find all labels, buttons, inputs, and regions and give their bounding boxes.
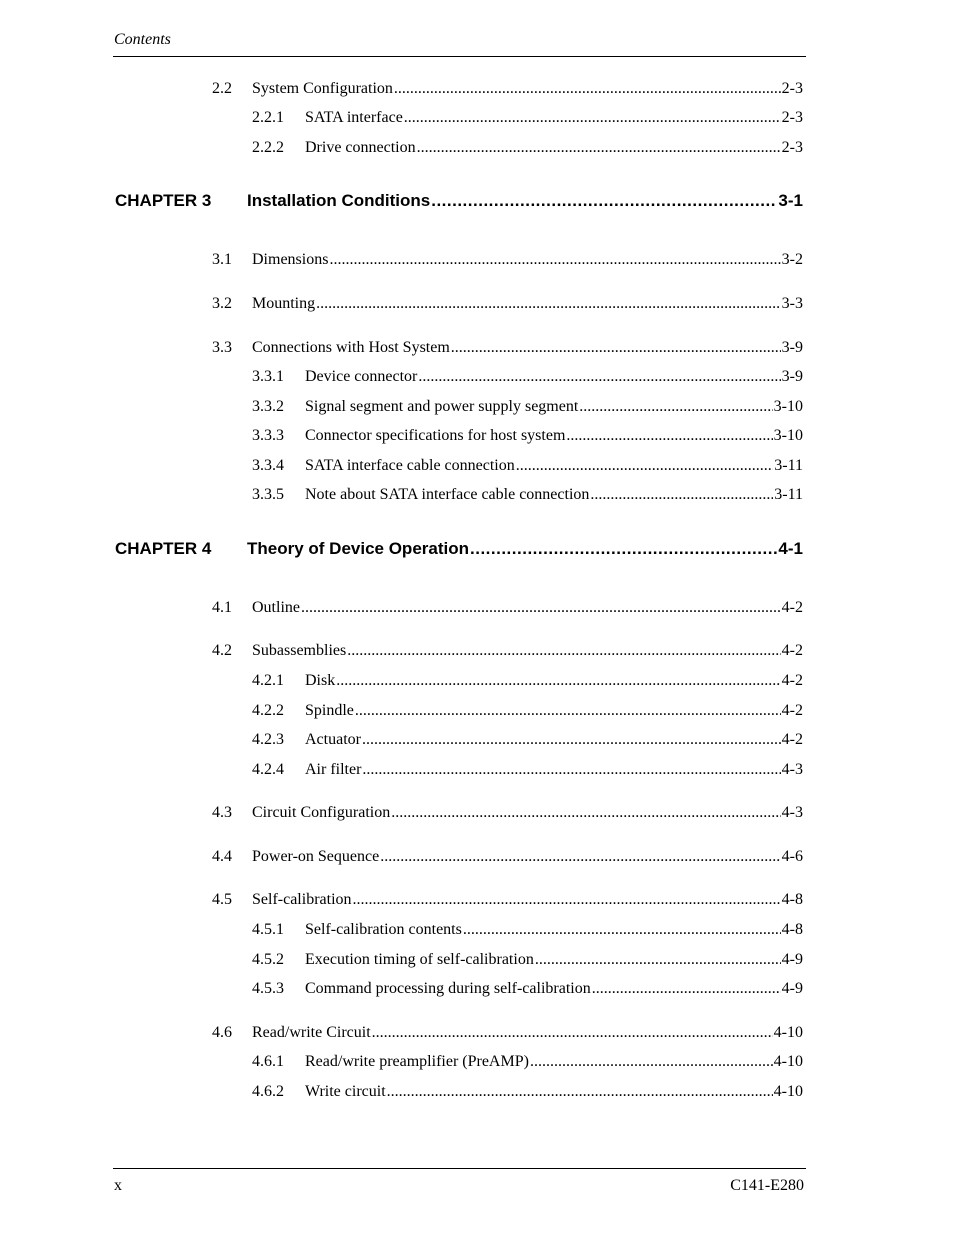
toc-page: 4-10 — [773, 1053, 803, 1070]
toc-leader — [353, 890, 781, 910]
toc-page: 4-3 — [781, 761, 803, 778]
toc-entry[interactable] — [252, 108, 803, 128]
toc-leader — [418, 367, 780, 387]
toc-entry[interactable] — [212, 79, 803, 99]
toc-chapter-title: Theory of Device Operation — [247, 539, 469, 558]
toc-entry[interactable] — [252, 950, 803, 970]
toc-leader — [530, 1052, 773, 1072]
toc-number: 3.3.4 — [252, 457, 284, 474]
toc-entry[interactable] — [212, 1023, 803, 1043]
toc-page: 4-3 — [781, 804, 803, 821]
toc-entry[interactable] — [252, 701, 803, 721]
toc-leader — [355, 701, 781, 721]
toc-page: 2-3 — [781, 109, 803, 126]
toc-page: 3-9 — [781, 339, 803, 356]
toc-number: 4.1 — [212, 599, 232, 616]
toc-number: 4.5 — [212, 891, 232, 908]
toc-page: 4-8 — [781, 921, 803, 938]
toc-leader — [590, 485, 773, 505]
toc-entry[interactable] — [212, 803, 803, 823]
toc-leader — [431, 190, 777, 212]
toc-entry[interactable] — [252, 367, 803, 387]
toc-page: 4-9 — [781, 951, 803, 968]
toc-entry[interactable] — [252, 920, 803, 940]
toc-entry[interactable] — [252, 456, 803, 476]
toc-leader — [372, 1023, 773, 1043]
toc-title: Subassemblies — [252, 642, 347, 659]
toc-number: 4.2.1 — [252, 672, 284, 689]
toc-entry[interactable] — [212, 890, 803, 910]
toc-page: 3-10 — [773, 398, 803, 415]
toc-entry[interactable] — [212, 598, 803, 618]
header-rule — [113, 56, 806, 57]
toc-entry[interactable] — [212, 294, 803, 314]
toc-page: 4-8 — [781, 891, 803, 908]
toc-title: Air filter — [305, 761, 362, 778]
toc-entry[interactable] — [252, 426, 803, 446]
toc-page: 4-2 — [781, 672, 803, 689]
toc-chapter-number: CHAPTER 3 — [115, 191, 212, 210]
toc-title: Dimensions — [252, 251, 329, 268]
toc-leader — [362, 760, 780, 780]
toc-page: 4-10 — [773, 1024, 803, 1041]
toc-entry[interactable] — [212, 847, 803, 867]
toc-entry[interactable] — [252, 485, 803, 505]
toc-page: 4-6 — [781, 848, 803, 865]
toc-leader — [404, 108, 781, 128]
toc-leader — [417, 138, 781, 158]
toc-number: 4.6 — [212, 1024, 232, 1041]
toc-number: 4.4 — [212, 848, 232, 865]
toc-number: 3.3.2 — [252, 398, 284, 415]
toc-leader — [463, 920, 781, 940]
toc-entry[interactable] — [252, 671, 803, 691]
toc-leader — [380, 847, 780, 867]
toc-leader — [301, 598, 781, 618]
toc-leader — [592, 979, 781, 999]
toc-number: 3.2 — [212, 295, 232, 312]
toc-leader — [329, 250, 780, 270]
toc-number: 4.2 — [212, 642, 232, 659]
toc-title: Connections with Host System — [252, 339, 450, 356]
toc-title: Spindle — [305, 702, 354, 719]
toc-title: Read/write Circuit — [252, 1024, 371, 1041]
toc-page: 4-2 — [781, 642, 803, 659]
toc-page: 4-10 — [773, 1083, 803, 1100]
footer-rule — [113, 1168, 806, 1169]
toc-number: 3.3 — [212, 339, 232, 356]
toc-title: SATA interface — [305, 109, 403, 126]
toc-title: Drive connection — [305, 139, 416, 156]
toc-title: Connector specifications for host system — [305, 427, 566, 444]
toc-title: Self-calibration — [252, 891, 352, 908]
toc-title: Self-calibration contents — [305, 921, 462, 938]
toc-number: 3.1 — [212, 251, 232, 268]
toc-chapter-entry[interactable] — [115, 190, 803, 212]
toc-page: 3-9 — [781, 368, 803, 385]
toc-page: 4-1 — [778, 539, 803, 558]
toc-number: 2.2.2 — [252, 139, 284, 156]
page-header-title: Contents — [114, 31, 171, 48]
toc-entry[interactable] — [252, 730, 803, 750]
toc-chapter-entry[interactable] — [115, 538, 803, 560]
toc-page: 2-3 — [781, 139, 803, 156]
toc-title: Execution timing of self-calibration — [305, 951, 534, 968]
toc-number: 4.2.3 — [252, 731, 284, 748]
toc-page: 3-1 — [778, 191, 803, 210]
toc-entry[interactable] — [212, 338, 803, 358]
toc-entry[interactable] — [252, 1052, 803, 1072]
toc-chapter-title: Installation Conditions — [247, 191, 431, 210]
toc-title: Signal segment and power supply segment — [305, 398, 579, 415]
toc-entry[interactable] — [252, 397, 803, 417]
toc-leader — [391, 803, 780, 823]
toc-entry[interactable] — [252, 138, 803, 158]
footer-document-id: C141-E280 — [730, 1177, 804, 1194]
toc-leader — [579, 397, 772, 417]
toc-title: SATA interface cable connection — [305, 457, 515, 474]
toc-leader — [566, 426, 772, 446]
toc-entry[interactable] — [252, 760, 803, 780]
toc-page: 4-2 — [781, 702, 803, 719]
toc-number: 2.2 — [212, 80, 232, 97]
toc-title: Circuit Configuration — [252, 804, 391, 821]
toc-chapter-number: CHAPTER 4 — [115, 539, 212, 558]
toc-title: Write circuit — [305, 1083, 386, 1100]
toc-leader — [316, 294, 781, 314]
toc-number: 4.6.1 — [252, 1053, 284, 1070]
toc-number: 4.5.1 — [252, 921, 284, 938]
toc-title: Command processing during self-calibration — [305, 980, 591, 997]
toc-leader — [470, 538, 777, 560]
toc-entry[interactable] — [252, 1082, 803, 1102]
toc-page: 4-2 — [781, 599, 803, 616]
toc-page: 3-10 — [773, 427, 803, 444]
toc-page: 3-11 — [774, 486, 803, 503]
toc-number: 4.2.4 — [252, 761, 284, 778]
toc-title: Actuator — [305, 731, 361, 748]
toc-leader — [451, 338, 781, 358]
toc-number: 4.3 — [212, 804, 232, 821]
toc-title: Mounting — [252, 295, 316, 312]
toc-page: 3-3 — [781, 295, 803, 312]
toc-page: 3-11 — [774, 457, 803, 474]
toc-leader — [362, 730, 781, 750]
toc-page: 3-2 — [781, 251, 803, 268]
toc-leader — [535, 950, 781, 970]
toc-title: Note about SATA interface cable connection — [305, 486, 590, 503]
toc-leader — [347, 641, 780, 661]
toc-title: Read/write preamplifier (PreAMP) — [305, 1053, 529, 1070]
footer-page-number: x — [114, 1177, 122, 1194]
toc-number: 3.3.3 — [252, 427, 284, 444]
toc-title: Disk — [305, 672, 336, 689]
toc-entry[interactable] — [252, 979, 803, 999]
toc-number: 4.2.2 — [252, 702, 284, 719]
toc-number: 3.3.5 — [252, 486, 284, 503]
toc-number: 4.6.2 — [252, 1083, 284, 1100]
toc-leader — [516, 456, 774, 476]
toc-title: Device connector — [305, 368, 418, 385]
toc-title: Power-on Sequence — [252, 848, 380, 865]
toc-number: 2.2.1 — [252, 109, 284, 126]
toc-leader — [336, 671, 780, 691]
toc-title: System Configuration — [252, 80, 393, 97]
toc-title: Outline — [252, 599, 300, 616]
toc-leader — [394, 79, 781, 99]
toc-number: 3.3.1 — [252, 368, 284, 385]
toc-page: 4-9 — [781, 980, 803, 997]
toc-entry[interactable] — [212, 250, 803, 270]
toc-page: 2-3 — [781, 80, 803, 97]
toc-number: 4.5.2 — [252, 951, 284, 968]
toc-number: 4.5.3 — [252, 980, 284, 997]
toc-leader — [387, 1082, 773, 1102]
toc-entry[interactable] — [212, 641, 803, 661]
toc-page: 4-2 — [781, 731, 803, 748]
